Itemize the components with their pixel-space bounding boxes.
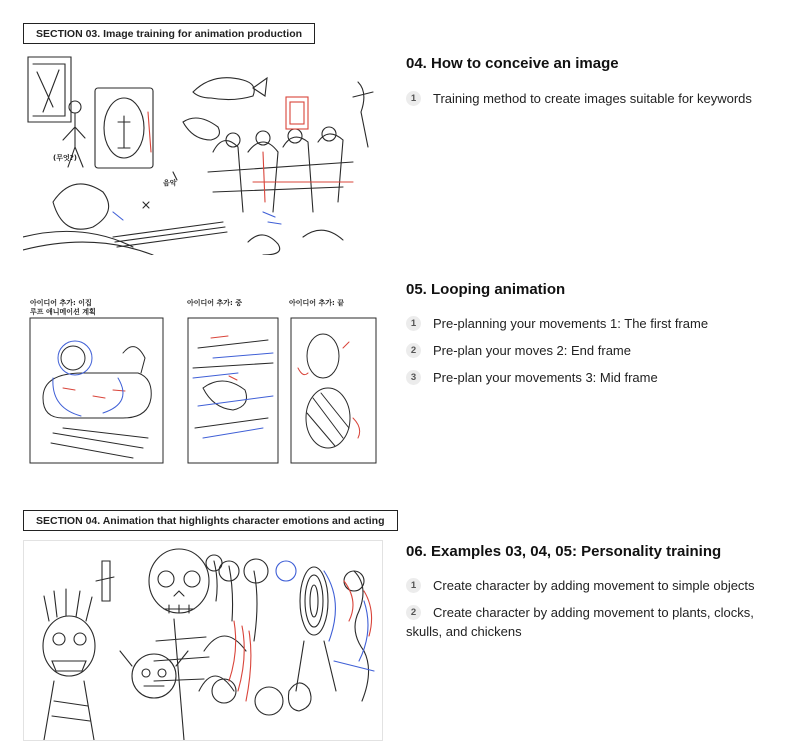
item-number: 1 [406,316,421,331]
label-note: (무엇?) [53,154,77,162]
item-text: Pre-planning your movements 1: The first frame [433,316,709,331]
section-badge-04: SECTION 04. Animation that highlights character emotions and acting [23,510,398,531]
item-number: 1 [406,91,421,106]
item-text: Create character by adding movement to plants, clocks, skulls, and chickens [406,605,754,639]
caption-first-line1: 아이디어 추가: 이집 [30,299,92,307]
list-item [406,576,755,595]
caption-mid: 아이디어 추가: 중 [187,299,243,307]
item-number: 2 [406,605,421,620]
label-music: 음악 [163,179,177,187]
heading-06: 06. Examples 03, 04, 05: Personality training [406,543,722,560]
heading-05: 05. Looping animation [406,281,566,298]
item-text: Pre-plan your moves 2: End frame [433,343,631,358]
heading-04: 04. How to conceive an image [406,55,619,72]
list-item [406,314,708,333]
item-number: 3 [406,370,421,385]
sketch-image-personality [23,540,383,741]
item-number: 2 [406,343,421,358]
item-text: Create character by adding movement to simple objects [433,578,755,593]
caption-end: 아이디어 추가: 끝 [289,299,345,307]
list-item [406,603,756,641]
section-badge-03: SECTION 03. Image training for animation production [23,23,315,44]
sketch-image-keywords [23,52,383,255]
item-text: Pre-plan your movements 3: Mid frame [433,370,658,385]
item-number: 1 [406,578,421,593]
list-item [406,89,752,108]
list-item [406,341,631,360]
list-item [406,368,658,387]
item-text: Training method to create images suitable for keywords [433,91,752,106]
caption-first-line2: 루프 애니메이션 계획 [30,308,96,316]
sketch-image-looping [23,278,383,470]
